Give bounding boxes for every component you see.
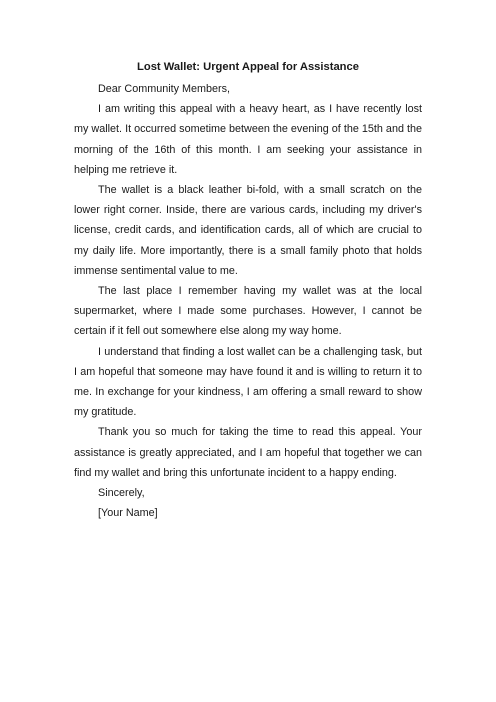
paragraph-5: Thank you so much for taking the time to read this appeal. Your assistance is greatly appreciated, and I am hopeful that together we can find my wallet and bring this unfortunate incident to a happy ending. — [74, 426, 422, 479]
closing: Sincerely, — [98, 487, 145, 500]
paragraph-1: I am writing this appeal with a heavy heart, as I have recently lost my wallet. It occurred sometime between the evening of the 15th and the morning of the 16th of this month. I am seeking your assistance in helping me retrieve it. — [74, 103, 422, 176]
letter-title: Lost Wallet: Urgent Appeal for Assistance — [137, 61, 359, 73]
paragraph-4: I understand that finding a lost wallet can be a challenging task, but I am hopeful that someone may have found it and is willing to return it to me. In exchange for your kindness, I am offering a small reward to show my gratitude. — [74, 345, 422, 419]
paragraph-3: The last place I remember having my wallet was at the local supermarket, where I made some purchases. However, I cannot be certain if it fell out somewhere else along my way home. — [74, 285, 422, 338]
paragraph-2: The wallet is a black leather bi-fold, with a small scratch on the lower right corner. Inside, there are various cards, including my driver's license, credit cards, and identification cards, all of which are crucial to my daily life. More importantly, there is a small family photo that holds immense sentimental value to me. — [74, 184, 422, 277]
salutation: Dear Community Members, — [98, 83, 230, 95]
signature: [Your Name] — [98, 507, 158, 520]
letter-page — [74, 58, 422, 523]
